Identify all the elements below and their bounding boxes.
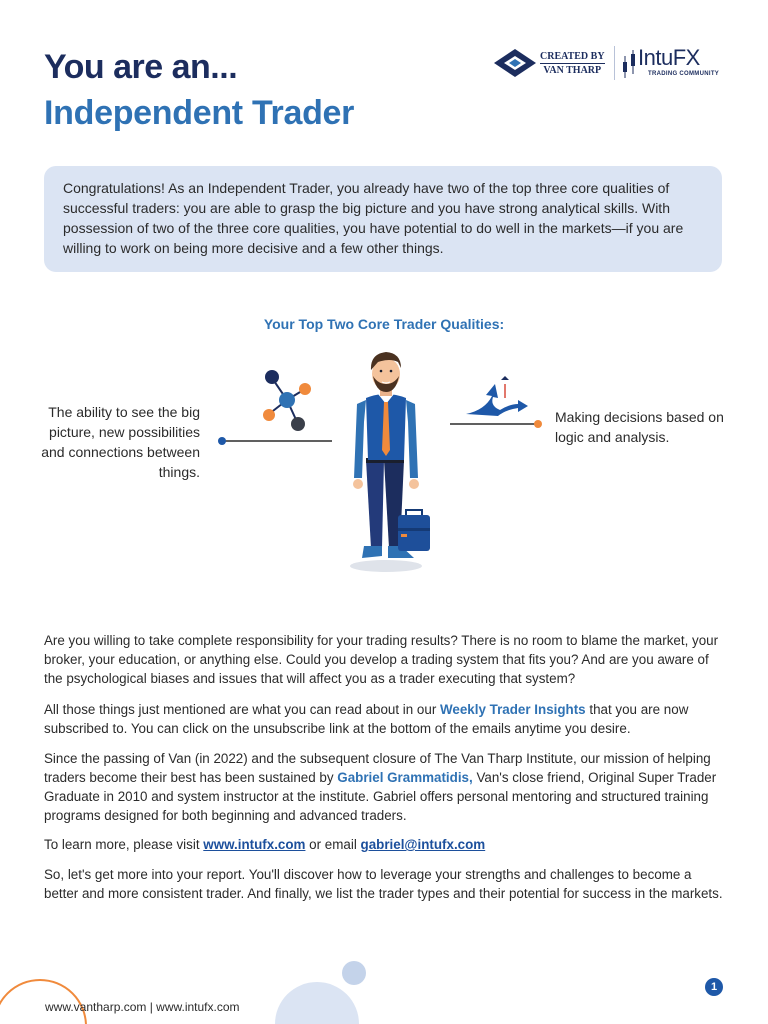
page-title: Independent Trader	[44, 94, 355, 132]
body-paragraph-contact: To learn more, please visit www.intufx.com or email gabriel@intufx.com	[44, 837, 486, 852]
logo-divider	[614, 46, 615, 80]
qualities-heading: Your Top Two Core Trader Qualities:	[263, 316, 505, 332]
body-paragraph-responsibility: Are you willing to take complete responsibility for your trading results? There is no room to blame the market, your broker, your education, or anything else. Could you develop a trading system that fits you? And are you aware of the psychological biases and issues that will affect you as a trader executing that system?	[44, 633, 719, 686]
quality-big-picture: The ability to see the big picture, new possibilities and connections between things.	[41, 404, 200, 480]
gabriel-name-highlight: Gabriel Grammatidis,	[337, 770, 473, 785]
gabriel-email-link[interactable]: gabriel@intufx.com	[360, 837, 486, 852]
body-paragraph-mission: Since the passing of Van (in 2022) and the subsequent closure of The Van Tharp Institute, our mission of helping traders become their best has been sustained by Gabriel Grammatidis, Van's close friend, Original Super Trader Graduate in 2010 and system instructor at the institute. Gabriel offers personal mentoring and structured training programs designed for both beginning and advanced traders.	[44, 751, 717, 823]
intufx-website-link[interactable]: www.intufx.com	[203, 837, 306, 852]
network-connections-icon	[263, 370, 311, 431]
intufx-tagline: TRADING COMMUNITY	[648, 71, 720, 77]
body-paragraph-report-intro: So, let's get more into your report. You'll discover how to leverage your strengths and challenges to become a better and more consistent trader. And finally, we list the trader types and their potential for success in the markets.	[44, 867, 723, 901]
page-number-badge: 1	[705, 978, 723, 996]
brand-logos	[492, 44, 732, 86]
van-tharp-wordmark: CREATED BY VAN THARP	[540, 51, 605, 76]
trader-figure	[350, 352, 430, 572]
candlestick-icon	[622, 48, 638, 80]
title-line-1: You are an...	[44, 48, 238, 86]
van-tharp-logo-icon	[492, 46, 538, 80]
footer-links[interactable]: www.vantharp.com | www.intufx.com	[45, 1000, 240, 1014]
intro-callout: Congratulations! As an Independent Trader, you already have two of the top three core qualities of successful traders: you are able to grasp the big picture and you have strong analytical skills. With possession of two of the three core qualities, you have potential to do well in the markets—if you are willing to work on being more decisive and a few other things.	[44, 166, 722, 272]
decision-arrows-icon	[466, 376, 528, 416]
right-connector-line	[450, 420, 542, 428]
intufx-wordmark: IntuFX	[638, 45, 700, 70]
weekly-trader-insights-link[interactable]: Weekly Trader Insights	[440, 702, 586, 717]
body-paragraph-insights: All those things just mentioned are what you can read about in our Weekly Trader Insights that you are now subscribed to. You can click on the unsubscribe link at the bottom of the emails anytime you desire.	[44, 702, 689, 736]
quality-logic-decisions: Making decisions based on logic and analysis.	[555, 409, 724, 445]
left-connector-line	[218, 437, 332, 445]
